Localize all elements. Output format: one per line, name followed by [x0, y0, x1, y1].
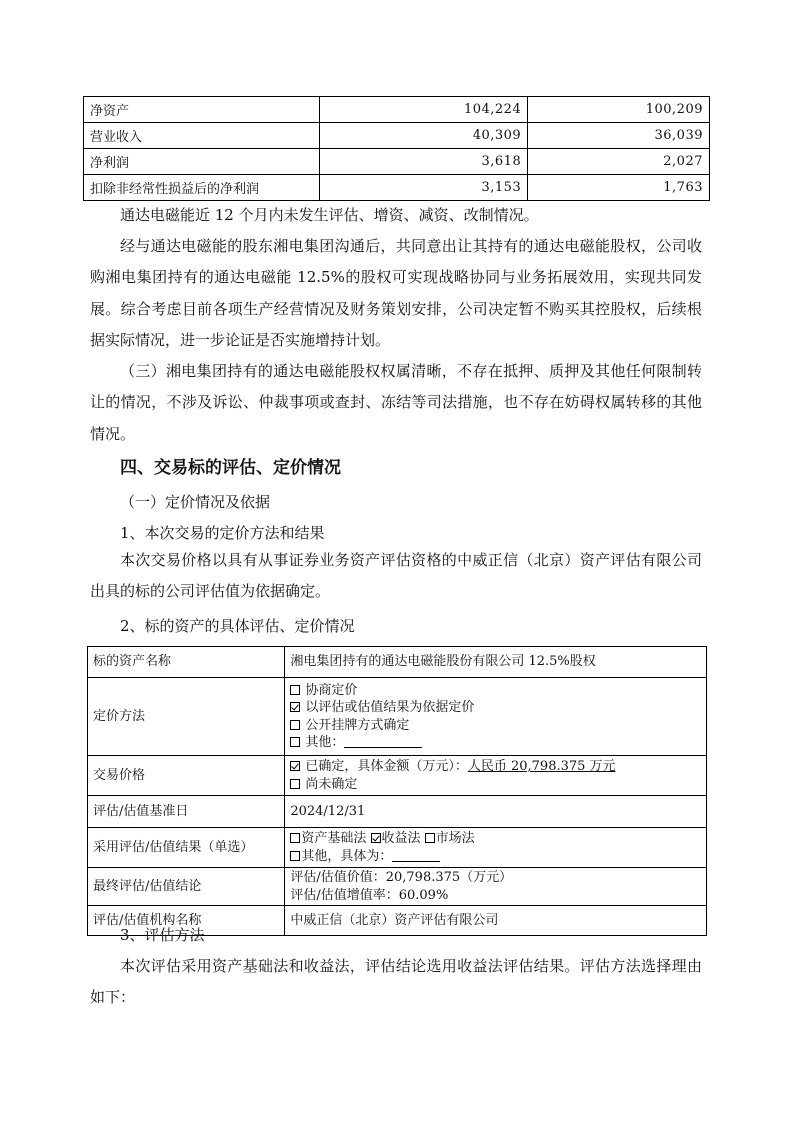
cell-value: 中威正信（北京）资产评估有限公司 — [285, 906, 707, 936]
table-row — [88, 828, 707, 868]
option-label: 其他： — [305, 735, 345, 750]
table-row — [84, 149, 710, 175]
option-price-confirmed — [290, 758, 701, 776]
option-label: 已确定，具体金额（万元）： — [305, 759, 468, 774]
cell-label: 采用评估/估值结果（单选） — [88, 828, 285, 868]
price-amount: 人民币 20,798.375 万元 — [467, 759, 616, 774]
option-valuation-based — [290, 699, 701, 717]
table-row — [84, 175, 710, 201]
fill-blank — [344, 734, 422, 748]
checkbox-icon — [290, 720, 300, 730]
checkbox-icon — [290, 833, 300, 843]
option-other — [290, 734, 701, 752]
cell-label: 交易价格 — [88, 756, 285, 796]
option-label: 以评估或估值结果为依据定价 — [305, 700, 475, 715]
table-row — [88, 647, 707, 678]
conclusion-value: 评估/估值价值：20,798.375（万元） — [290, 870, 513, 885]
option-label: 尚未确定 — [305, 776, 358, 792]
cell-label: 定价方法 — [88, 678, 285, 756]
table-row — [88, 756, 707, 796]
option-label: 公开挂牌方式确定 — [305, 717, 410, 733]
row-value: 3,618 — [319, 149, 528, 175]
item-title: 1、本次交易的定价方法和结果 — [120, 524, 325, 542]
cell-label: 标的资产名称 — [88, 647, 285, 678]
option-other-method — [290, 848, 701, 866]
table-row — [88, 868, 707, 906]
option-label: 协商定价 — [305, 682, 358, 698]
checkbox-icon — [290, 685, 300, 695]
paragraph-pricing-basis: 本次交易价格以具有从事证券业务资产评估资格的中威正信（北京）资产评估有限公司出具的标的公司评估值为依据确定。 — [90, 551, 702, 601]
option-label: 资产基础法 — [301, 831, 367, 846]
table-row — [84, 123, 710, 149]
row-label: 净资产 — [84, 97, 320, 123]
option-label: 市场法 — [435, 831, 475, 846]
financial-table — [83, 96, 710, 201]
row-value: 2,027 — [528, 149, 710, 175]
option-label: 其他，具体为： — [301, 848, 393, 864]
cell-label: 评估/估值基准日 — [88, 796, 285, 828]
conclusion-rate: 评估/估值增值率：60.09% — [290, 887, 449, 903]
checkbox-icon — [425, 833, 435, 843]
paragraph-method-reason: 本次评估采用资产基础法和收益法，评估结论选用收益法评估结果。评估方法选择理由如下： — [90, 957, 702, 1007]
row-value: 3,153 — [319, 175, 528, 201]
paragraph-no-change: 通达电磁能近 12 个月内未发生评估、增资、减资、改制情况。 — [120, 206, 539, 224]
table-row — [88, 678, 707, 756]
checkbox-icon — [290, 779, 300, 789]
cell-label: 最终评估/估值结论 — [88, 868, 285, 906]
cell-value: 2024/12/31 — [285, 796, 707, 828]
item-title: 2、标的资产的具体评估、定价情况 — [120, 617, 355, 635]
checkbox-icon — [290, 737, 300, 747]
method-options — [285, 828, 707, 868]
row-value: 36,039 — [528, 123, 710, 149]
row-label: 净利润 — [84, 149, 320, 175]
checked-checkbox-icon — [290, 702, 300, 712]
option-negotiated — [290, 682, 701, 700]
option-market — [425, 831, 475, 846]
pricing-options — [285, 678, 707, 756]
row-value: 1,763 — [528, 175, 710, 201]
item-title: 3、评估方法 — [120, 926, 205, 944]
row-value: 100,209 — [528, 97, 710, 123]
option-price-unconfirmed — [290, 776, 701, 794]
paragraph-acquisition-reason: 经与通达电磁能的股东湘电集团沟通后，共同意出让其持有的通达电磁能股权，公司收购湘电集团持有的通达电磁能 12.5%的股权可实现战略协同与业务拓展效用，实现共同发展。综合考虑目前各项生产经营情况及财务策划安排，公司决定暂不购买其控股权，后续根据实际情况，进一步论证是否实施增持计划。 — [90, 237, 702, 349]
option-asset-based — [290, 831, 366, 846]
option-label: 收益法 — [381, 831, 421, 846]
checkbox-icon — [290, 851, 300, 861]
fill-blank — [392, 848, 440, 862]
checked-checkbox-icon — [290, 761, 300, 771]
row-label: 营业收入 — [84, 123, 320, 149]
cell-label: 评估/估值机构名称 — [88, 906, 285, 936]
paragraph-ownership: （三）湘电集团持有的通达电磁能股权权属清晰，不存在抵押、质押及其他任何限制转让的情况，不涉及诉讼、仲裁事项或查封、冻结等司法措施，也不存在妨碍权属转移的其他情况。 — [90, 362, 702, 443]
table-row — [88, 796, 707, 828]
section-heading: 四、交易标的评估、定价情况 — [120, 458, 341, 478]
checked-checkbox-icon — [371, 833, 381, 843]
row-value: 104,224 — [319, 97, 528, 123]
option-income — [371, 831, 421, 846]
subsection-title: （一）定价情况及依据 — [120, 493, 271, 511]
price-options — [285, 756, 707, 796]
option-public-listing — [290, 717, 701, 735]
table-row — [84, 97, 710, 123]
conclusion-cell — [285, 868, 707, 906]
row-value: 40,309 — [319, 123, 528, 149]
valuation-table — [87, 646, 707, 936]
cell-value: 湘电集团持有的通达电磁能股份有限公司 12.5%股权 — [285, 647, 707, 678]
row-label: 扣除非经常性损益后的净利润 — [84, 175, 320, 201]
